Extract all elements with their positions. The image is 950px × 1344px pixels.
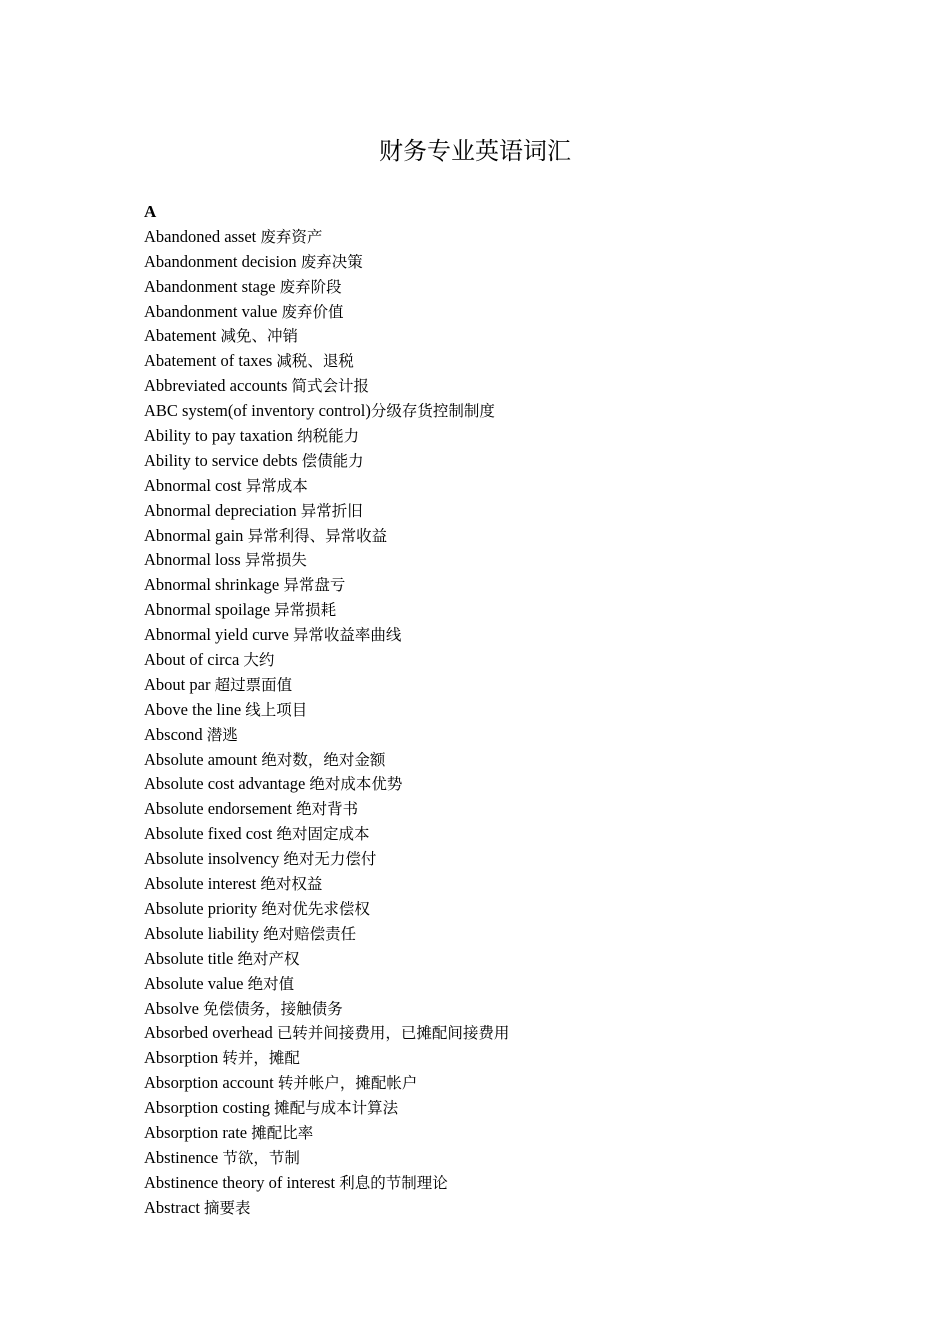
- glossary-entry: [144, 872, 844, 897]
- entry-term: Ability to service debts: [144, 450, 302, 470]
- glossary-entry-list: [144, 225, 844, 1221]
- glossary-entry: [144, 499, 844, 524]
- entry-translation: 废弃价值: [281, 302, 344, 321]
- entry-translation: 绝对固定成本: [276, 825, 370, 844]
- entry-term: Abbreviated accounts: [144, 376, 292, 396]
- entry-translation: 减税、退税: [276, 352, 354, 371]
- entry-translation: 异常折旧: [300, 501, 363, 520]
- entry-term: Absorption: [144, 1048, 223, 1068]
- entry-translation: 废弃决策: [300, 252, 363, 271]
- entry-term: Abandonment value: [144, 301, 282, 321]
- glossary-entry: [144, 1096, 844, 1121]
- entry-translation: 分级存货控制制度: [370, 402, 495, 421]
- entry-translation: 绝对权益: [260, 875, 323, 894]
- glossary-entry: [144, 324, 844, 349]
- glossary-entry: [144, 847, 844, 872]
- entry-translation: 偿债能力: [301, 451, 364, 470]
- entry-translation: 潜逃: [206, 725, 238, 744]
- entry-translation: 利息的节制理论: [339, 1173, 448, 1192]
- glossary-entry: [144, 524, 844, 549]
- glossary-entry: [144, 797, 844, 822]
- entry-term: Abstinence: [144, 1147, 223, 1167]
- entry-translation: 免偿债务，接触债务: [203, 999, 343, 1018]
- entry-term: About of circa: [144, 650, 244, 670]
- page-title: 财务专业英语词汇: [379, 137, 571, 165]
- entry-translation: 绝对无力偿付: [283, 850, 377, 869]
- glossary-entry: [144, 723, 844, 748]
- glossary-entry: [144, 1046, 844, 1071]
- entry-translation: 绝对优先求偿权: [261, 899, 370, 918]
- entry-term: Absolute endorsement: [144, 799, 297, 819]
- glossary-entry: [144, 1121, 844, 1146]
- entry-term: Abandonment decision: [144, 251, 301, 271]
- entry-term: Absorbed overhead: [144, 1023, 277, 1043]
- entry-term: Absolute interest: [144, 874, 261, 894]
- entry-translation: 大约: [243, 651, 275, 670]
- entry-term: Absolute fixed cost: [144, 824, 277, 844]
- entry-term: Absorption costing: [144, 1098, 275, 1118]
- glossary-entry: [144, 1196, 844, 1221]
- entry-term: Abstract: [144, 1197, 205, 1217]
- glossary-entry: [144, 648, 844, 673]
- entry-term: Abnormal spoilage: [144, 600, 275, 620]
- entry-term: Abatement: [144, 326, 221, 346]
- glossary-entry: [144, 972, 844, 997]
- entry-translation: 绝对成本优势: [309, 775, 403, 794]
- glossary-entry: [144, 250, 844, 275]
- entry-translation: 废弃资产: [260, 227, 323, 246]
- entry-translation: 异常损耗: [274, 601, 337, 620]
- entry-term: Abatement of taxes: [144, 351, 277, 371]
- glossary-entry: [144, 225, 844, 250]
- glossary-entry: [144, 748, 844, 773]
- glossary-entry: [144, 922, 844, 947]
- section-letter: A: [144, 202, 157, 221]
- glossary-entry: [144, 1071, 844, 1096]
- glossary-entry: [144, 449, 844, 474]
- entry-term: Abnormal depreciation: [144, 500, 301, 520]
- glossary-entry: [144, 474, 844, 499]
- entry-term: Ability to pay taxation: [144, 426, 298, 446]
- glossary-entry: [144, 673, 844, 698]
- entry-term: Abandonment stage: [144, 276, 280, 296]
- entry-translation: 绝对数，绝对金额: [261, 750, 386, 769]
- entry-translation: 摊配比率: [251, 1123, 314, 1142]
- glossary-entry: [144, 573, 844, 598]
- entry-term: Abnormal shrinkage: [144, 575, 284, 595]
- entry-term: Absorption account: [144, 1073, 278, 1093]
- glossary-entry: [144, 947, 844, 972]
- entry-translation: 异常成本: [245, 476, 308, 495]
- glossary-entry: [144, 349, 844, 374]
- glossary-entry: [144, 623, 844, 648]
- glossary-entry: [144, 1146, 844, 1171]
- entry-translation: 异常损失: [244, 551, 307, 570]
- glossary-entry: [144, 424, 844, 449]
- glossary-entry: [144, 1171, 844, 1196]
- entry-term: Absolute amount: [144, 749, 262, 769]
- glossary-entry: [144, 598, 844, 623]
- entry-translation: 线上项目: [245, 700, 308, 719]
- entry-term: Absolute insolvency: [144, 849, 284, 869]
- entry-translation: 节欲，节制: [222, 1148, 300, 1167]
- entry-term: About par: [144, 674, 215, 694]
- entry-term: Absolve: [144, 998, 204, 1018]
- entry-term: Abandoned asset: [144, 226, 261, 246]
- entry-term: Absolute liability: [144, 923, 264, 943]
- entry-term: Abstinence theory of interest: [144, 1172, 340, 1192]
- entry-translation: 绝对赔偿责任: [263, 924, 357, 943]
- entry-translation: 纳税能力: [297, 427, 360, 446]
- entry-term: Absolute title: [144, 948, 238, 968]
- glossary-entry: [144, 772, 844, 797]
- entry-term: Absorption rate: [144, 1122, 252, 1142]
- entry-term: Absolute value: [144, 973, 248, 993]
- entry-term: ABC system(of inventory control): [144, 401, 371, 421]
- entry-translation: 已转并间接费用，已摊配间接费用: [276, 1024, 510, 1043]
- glossary-entry: [144, 275, 844, 300]
- entry-term: Abnormal gain: [144, 525, 248, 545]
- glossary-entry: [144, 822, 844, 847]
- entry-translation: 减免、冲销: [220, 327, 299, 346]
- entry-term: Abnormal loss: [144, 550, 245, 570]
- glossary-entry: [144, 300, 844, 325]
- entry-term: Above the line: [144, 699, 246, 719]
- glossary-section-a: [144, 200, 844, 1221]
- entry-term: Absolute cost advantage: [144, 774, 310, 794]
- entry-translation: 摊配与成本计算法: [274, 1099, 399, 1118]
- entry-translation: 超过票面值: [214, 675, 293, 694]
- entry-translation: 异常盘亏: [283, 576, 346, 595]
- glossary-entry: [144, 698, 844, 723]
- entry-translation: 转并，摊配: [222, 1049, 300, 1068]
- entry-term: Abnormal cost: [144, 475, 246, 495]
- entry-translation: 异常收益率曲线: [292, 626, 402, 645]
- glossary-entry: [144, 1021, 844, 1046]
- glossary-entry: [144, 548, 844, 573]
- entry-translation: 简式会计报: [291, 377, 370, 396]
- entry-translation: 绝对产权: [237, 949, 300, 968]
- entry-term: Absolute priority: [144, 898, 262, 918]
- glossary-entry: [144, 897, 844, 922]
- entry-translation: 废弃阶段: [279, 277, 342, 296]
- entry-translation: 绝对背书: [296, 800, 359, 819]
- entry-translation: 摘要表: [204, 1198, 251, 1217]
- entry-translation: 转并帐户，摊配帐户: [277, 1074, 418, 1093]
- entry-term: Abscond: [144, 724, 207, 744]
- glossary-entry: [144, 399, 844, 424]
- entry-translation: 绝对值: [247, 974, 295, 993]
- entry-translation: 异常利得、异常收益: [247, 526, 388, 545]
- glossary-entry: [144, 374, 844, 399]
- entry-term: Abnormal yield curve: [144, 625, 293, 645]
- glossary-entry: [144, 997, 844, 1022]
